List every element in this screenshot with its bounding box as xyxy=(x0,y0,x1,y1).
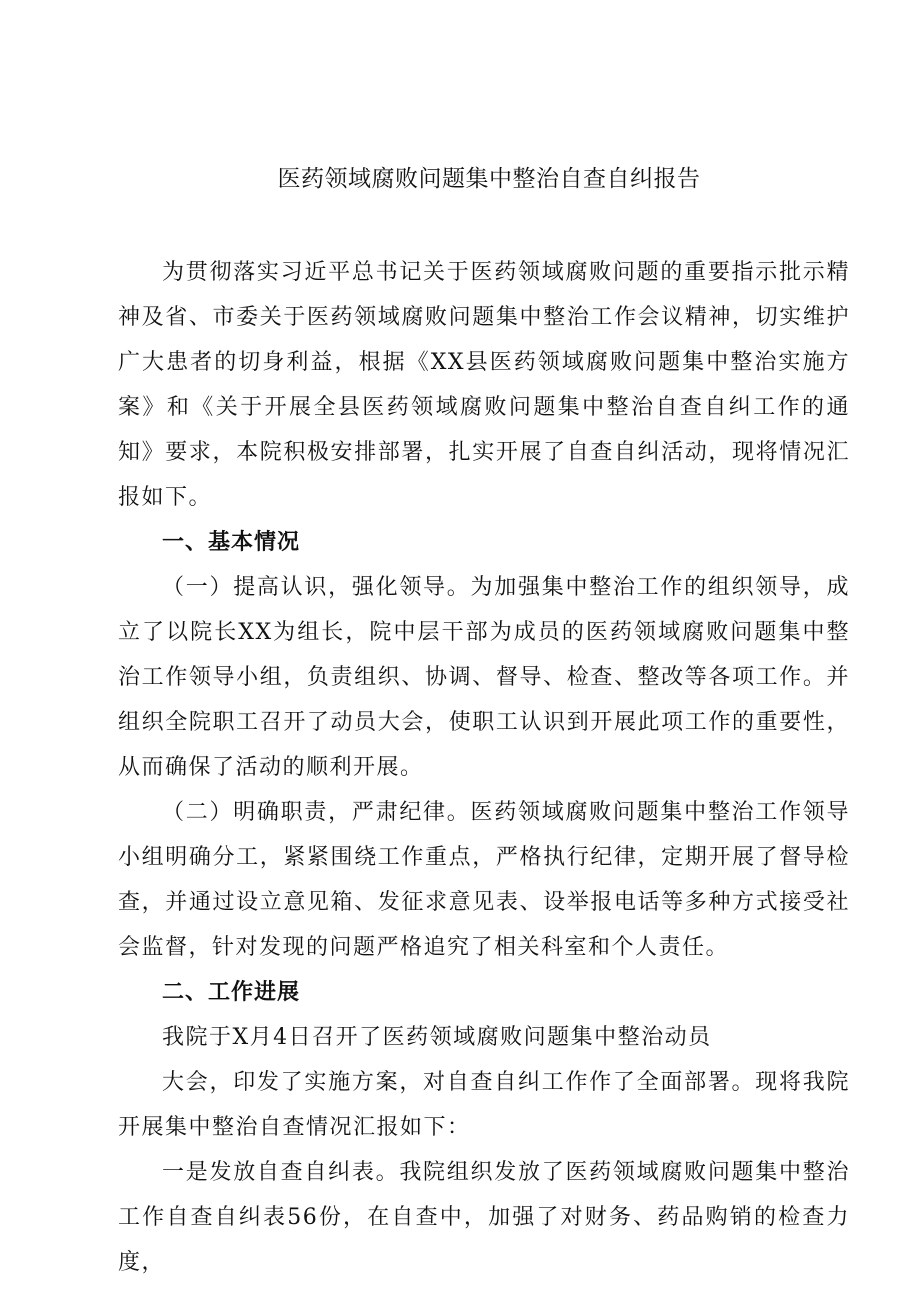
section1-paragraph-2: （二）明确职责，严肃纪律。医药领域腐败问题集中整治工作领导小组明确分工，紧紧围绕工作重点，严格执行纪律，定期开展了督导检查，并通过设立意见箱、发征求意见表、设举报电话等多种方式接受社会监督，针对发现的问题严格追究了相关科室和个人责任。 xyxy=(118,800,850,960)
section2-paragraph-1: 我院于X月4日召开了医药领域腐败问题集中整治动员 xyxy=(162,1025,712,1050)
section1-paragraph-1: （一）提高认识，强化领导。为加强集中整治工作的组织领导，成立了以院长XX为组长，院中层干部为成员的医药领域腐败问题集中整治工作领导小组，负责组织、协调、督导、检查、整改等各项工作。并组织全院职工召开了动员大会，使职工认识到开展此项工作的重要性，从而确保了活动的顺利开展。 xyxy=(118,575,850,780)
section2-paragraph-2: 大会，印发了实施方案，对自查自纠工作作了全面部署。现将我院开展集中整治自查情况汇报如下： xyxy=(118,1070,850,1140)
section2-paragraph-3: 一是发放自查自纠表。我院组织发放了医药领域腐败问题集中整治工作自查自纠表56份，在自查中，加强了对财务、药品购销的检查力度， xyxy=(118,1160,850,1275)
intro-paragraph: 为贯彻落实习近平总书记关于医药领域腐败问题的重要指示批示精神及省、市委关于医药领域腐败问题集中整治工作会议精神，切实维护广大患者的切身利益，根据《XX县医药领域腐败问题集中整治实施方案》和《关于开展全县医药领域腐败问题集中整治自查自纠工作的通知》要求，本院积极安排部署，扎实开展了自查自纠活动，现将情况汇报如下。 xyxy=(118,260,850,510)
section-heading-basic-situation: 一、基本情况 xyxy=(162,530,301,555)
document-title: 医药领域腐败问题集中整治自查自纠报告 xyxy=(277,166,701,192)
section-heading-work-progress: 二、工作进展 xyxy=(162,980,301,1005)
